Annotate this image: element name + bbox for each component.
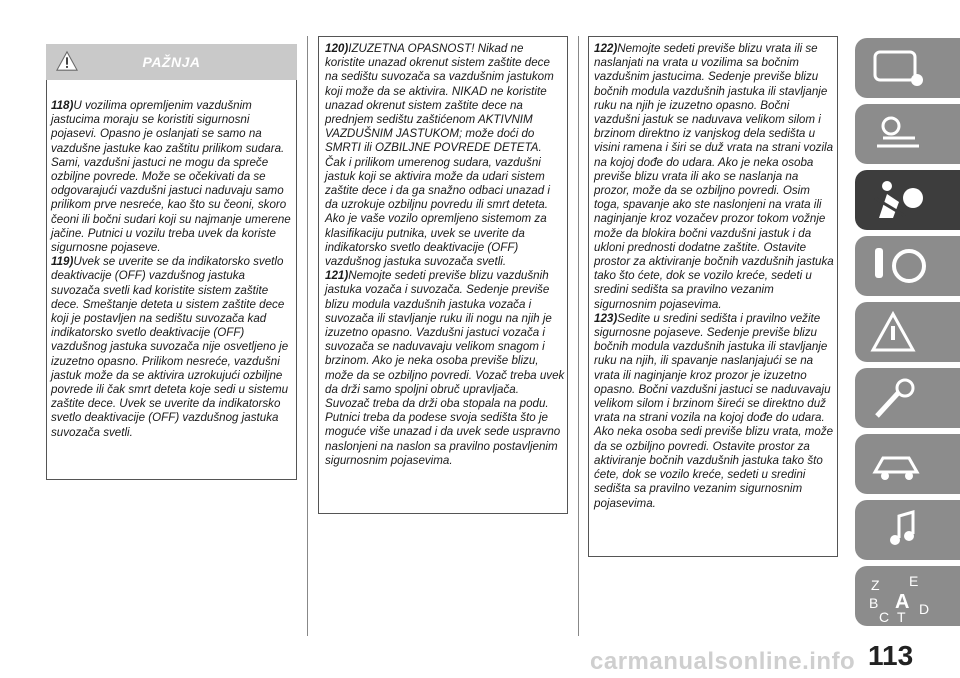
warning-paragraph <box>51 255 295 440</box>
column-divider <box>307 36 308 636</box>
paragraph-text: Sedite u sredini sedišta i pravilno vežite sigurnosne pojaseve. Sedenje previše blizu bočnih modula vazdušnih jastuka ili stavljanje ruku na njih, ili spavanje naslanjajući se na vrata ili naginjanje kroz prozor je izuzetno opasno. Bočni vazdušni jastuci se naduvavaju velikom silom i brzinom šireći se direktno duž vrata na strani vozila na kojoj dođe do udara. Ako neka osoba sedi previše blizu vrata, može da se ozbiljno povredi. Ostavite prostor za aktiviranje bočnih vazdušnih jastuka tako što ćete, dok se vozilo kreće, sedeti u sredini sedišta sa pravilno vezanim sigurnosnim pojasevima. <box>594 311 834 510</box>
paragraph-number: 122) <box>594 42 618 55</box>
paragraph-text: IZUZETNA OPASNOST! Nikad ne koristite unazad okrenut sistem zaštite dece na sedištu suvozača sa vazdušnim jastukom koji može da se aktivira. NIKAD ne koristite unazad okrenut sistem zaštite dece na prednjem sedištu zaštićenom AKTIVNIM VAZDUŠNIM JASTUKOM; može doći do SMRTI ili OZBILJNE POVREDE DETETA. Čak i prilikom umerenog sudara, vazdušni jastuk koji se aktivira može da udari sistem zaštite dece i da ga snažno odbaci unazad i da uzrokuje ozbiljnu povredu ili smrt deteta. Ako je vaše vozilo opremljeno sistemom za klasifikaciju putnika, uvek se uverite da indikatorsko svetlo deaktivacije (OFF) vazdušnog jastuka suvozača svetli. <box>325 42 554 269</box>
tools-icon <box>869 376 929 420</box>
paragraph-number: 121) <box>325 269 349 283</box>
key-steering-icon <box>869 244 929 288</box>
paragraph-text: Uvek se uverite se da indikatorsko svetlo deaktivacije (OFF) vazdušnog jastuka suvozača svetli kad koristite sistem zaštite dece. Smeštanje deteta u sistem zaštite dece koji je postavljen na sedištu suvozača kad indikatorsko svetlo deaktivacije (OFF) vazdušnog jastuka suvozača nije osvetljeno je izuzetno opasno. Prilikom nesreće, vazdušni jastuk može da se aktivira uzrokujući ozbiljne povrede ili čak smrt deteta koje sedi u sistemu zaštite dece. Uvek se uverite da indikatorsko svetlo deaktivacije (OFF) vazdušnog jastuka suvozača svetli. <box>51 255 289 439</box>
tab-index[interactable] <box>855 566 960 626</box>
index-letter: Z <box>871 577 880 593</box>
warning-header <box>46 44 297 80</box>
warning-road-icon <box>869 310 929 354</box>
car-info-icon <box>869 46 929 90</box>
tab-warning-road[interactable] <box>855 302 960 362</box>
index-icon <box>869 574 939 624</box>
index-letter: B <box>869 595 879 611</box>
paragraph-number: 119) <box>51 255 74 269</box>
column-1 <box>51 99 295 440</box>
watermark: carmanualsonline.info <box>590 648 856 675</box>
paragraph-number: 120) <box>325 42 349 55</box>
warning-paragraph <box>325 42 565 269</box>
column-2 <box>325 42 565 468</box>
warning-title: PAŽNJA <box>142 54 201 70</box>
tab-car-specs[interactable] <box>855 434 960 494</box>
column-3 <box>594 42 834 511</box>
paragraph-number: 123) <box>594 311 618 325</box>
warning-paragraph <box>594 312 834 511</box>
warning-paragraph <box>594 42 834 312</box>
index-letter: A <box>895 591 910 613</box>
tab-airbag-safety[interactable] <box>855 170 960 230</box>
multimedia-icon <box>869 508 929 552</box>
page-number: 113 <box>868 640 914 671</box>
paragraph-text: Nemojte sedeti previše blizu vazdušnih jastuka vozača i suvozača. Sedenje previše blizu modula vazdušnih jastuka vozača i suvozača ili stavljanje ruku ili nogu na njih je izuzetno opasno. Vazdušni jastuci vozača i suvozača se naduvavaju velikom snagom i brzinom. Ako je neka osoba previše blizu, može da se ozbiljno povredi. Vozač treba uvek da drži samo spoljni obruč upravljača. Suvozač treba da drži oba stopala na podu. Putnici treba da podese svoja sedišta što je moguće više unazad i da uvek sede uspravno naslonjeni na naslon sa pravilno postavljenim sigurnosnim pojasevima. <box>325 269 565 467</box>
index-letter: T <box>897 609 906 624</box>
index-letter: C <box>879 609 890 624</box>
paragraph-text: U vozilima opremljenim vazdušnim jastucima moraju se koristiti sigurnosni pojasevi. Opasno je oslanjati se samo na vazdušne jastuke kao zaštitu prilikom sudara. Sami, vazdušni jastuci ne mogu da spreče ozbiljne povrede. Može se očekivati da se odgovarajući vazdušni jastuci naduvaju samo prilikom prve nesreće, kao što su čeoni, skoro čeoni ili bočni sudari koji su najmanje umerene jačine. Putnici u vozilu treba uvek da koriste sigurnosne pojaseve. <box>51 99 291 255</box>
tab-multimedia[interactable] <box>855 500 960 560</box>
index-letter: E <box>909 574 919 589</box>
index-letter: D <box>919 601 930 617</box>
tab-lights[interactable] <box>855 104 960 164</box>
paragraph-number: 118) <box>51 99 74 112</box>
warning-paragraph <box>51 99 295 255</box>
tab-key-steering[interactable] <box>855 236 960 296</box>
tab-tools[interactable] <box>855 368 960 428</box>
airbag-safety-icon <box>869 178 929 222</box>
column-divider <box>578 36 579 636</box>
paragraph-text: Nemojte sedeti previše blizu vrata ili se naslanjati na vrata u vozilima sa bočnim vazdušnim jastucima. Sedenje previše blizu bočnih modula vazdušnih jastuka ili stavljanje ruku na njih je izuzetno opasno. Bočni vazdušni jastuk se naduvava velikom silom i brzinom direktno iz vanjskog dela sedišta u visini ramena i širi se duž vrata na strani vozila na kojoj dođe do udara. Ako je neka osoba previše blizu vrata ili ako se naslanja na prozor, može da se ozbiljno povredi. Osim toga, spavanje ako ste naslonjeni na vrata ili naginjanje kroz vozačev prozor tokom vožnje može da blokira bočni vazdušni jastuk i da ukloni prednosti dodatne zaštite. Ostavite prostor za aktiviranje bočnih vazdušnih jastuka tako što ćete, dok se vozilo kreće, sedeti u sredini sedišta sa pravilno vezanim sigurnosnim pojasevima. <box>594 42 834 311</box>
lights-icon <box>869 112 929 156</box>
tab-car-info[interactable] <box>855 38 960 98</box>
warning-paragraph <box>325 269 565 468</box>
car-specs-icon <box>869 442 929 486</box>
